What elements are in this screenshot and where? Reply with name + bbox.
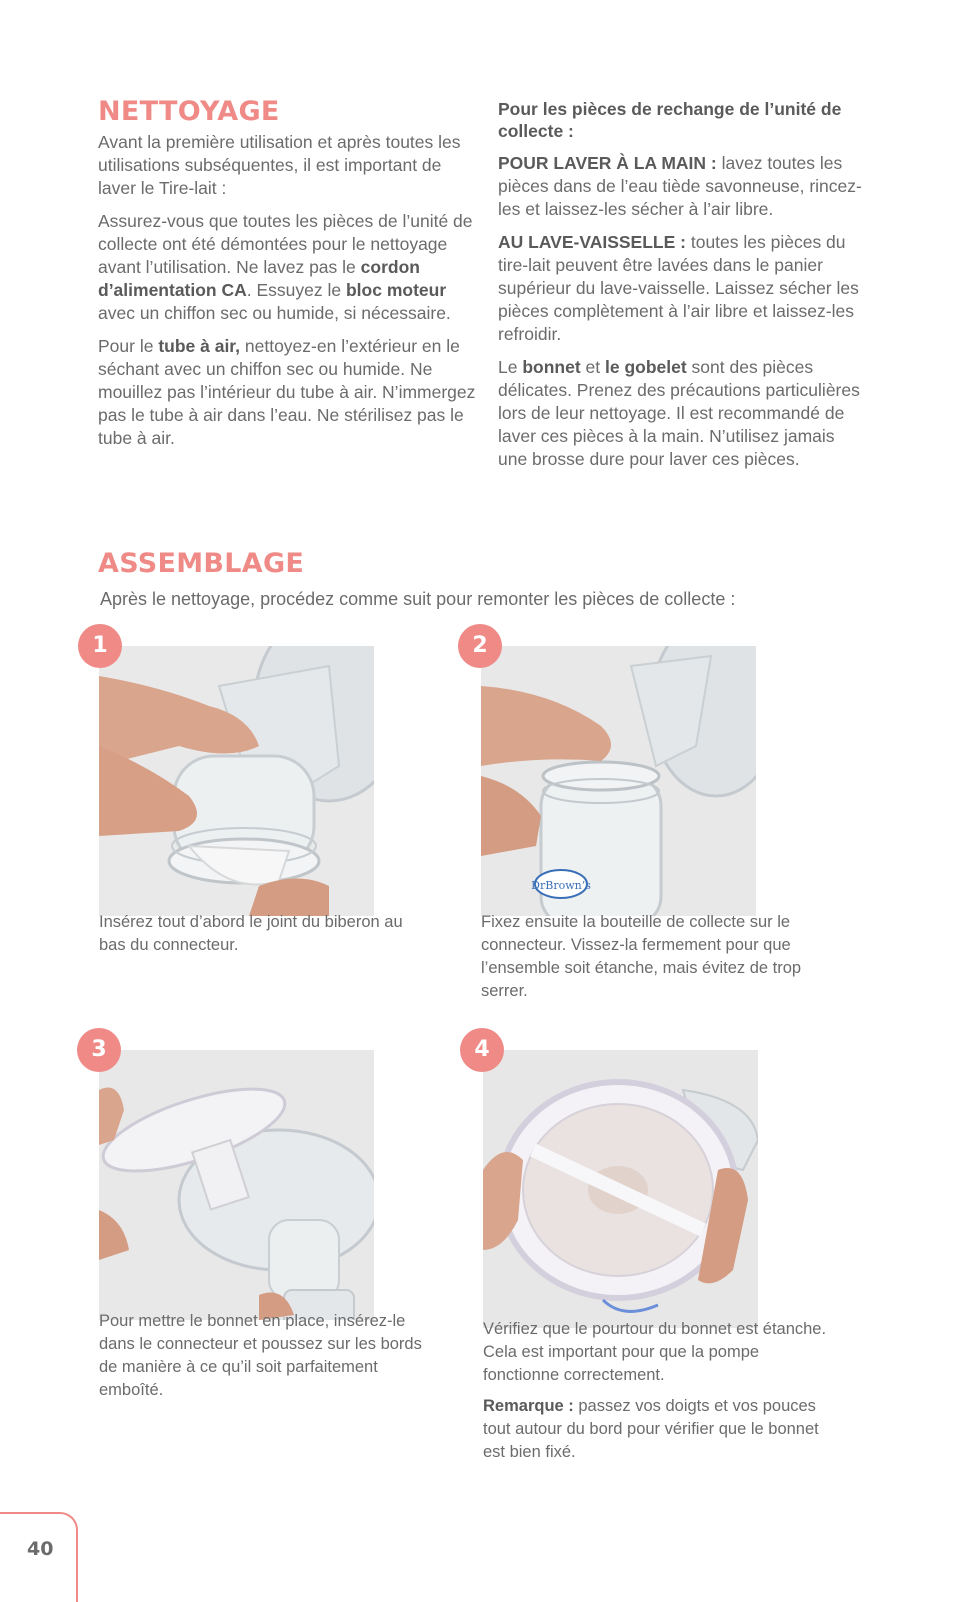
air-tube-term: tube à air, xyxy=(158,336,241,356)
motor-unit-term: bloc moteur xyxy=(345,280,447,300)
step-3-caption: Pour mettre le bonnet en place, insérez-le dans le connecteur et poussez sur les bords de manière à ce qu’il soit parfaitement emboîté. xyxy=(99,1312,422,1399)
assembly-title: ASSEMBLAGE xyxy=(98,548,305,579)
step-1-photo xyxy=(99,646,374,916)
step-4-note: Remarque : passez vos doigts et vos pouces tout autour du bord pour vérifier que le bonnet est bien fixé. xyxy=(483,1397,819,1461)
cleaning-air-tube: Pour le tube à air, nettoyez-en l’extérieur en le séchant avec un chiffon sec ou humide. Ne mouillez pas l’intérieur du tube à air. N’immergez pas le tube à air dans l’eau. Ne stérilisez pas le tube à air. xyxy=(98,336,476,448)
step-4-photo xyxy=(483,1050,758,1328)
step-1-badge: 1 xyxy=(78,624,122,668)
cleaning-title: NETTOYAGE xyxy=(98,96,280,127)
step-2-photo xyxy=(481,646,756,916)
step-2-badge: 2 xyxy=(458,624,502,668)
delicate-parts-paragraph: Le bonnet et le gobelet sont des pièces délicates. Prenez des précautions particulières lors de leur nettoyage. Il est recommandé de laver ces pièces à la main. N’utilisez jamais une brosse dure pour laver ces pièces. xyxy=(498,357,860,469)
dishwasher-paragraph: AU LAVE-VAISSELLE : toutes les pièces du tire-lait peuvent être lavées dans le panier supérieur du lave-vaisselle. Laissez sécher les pièces complètement à l’air libre et laissez-les refroidir. xyxy=(498,232,859,344)
assembly-intro: Après le nettoyage, procédez comme suit pour remonter les pièces de collecte : xyxy=(100,589,736,609)
step-4-caption-text: Vérifiez que le pourtour du bonnet est étanche. Cela est important pour que la pompe fonctionne correctement. xyxy=(483,1320,827,1384)
bottle-brand-label: DrBrown’s xyxy=(531,879,591,892)
step-3-photo xyxy=(99,1050,374,1320)
step-1-caption: Insérez tout d’abord le joint du biberon au bas du connecteur. xyxy=(99,913,403,954)
hand-wash-paragraph: POUR LAVER À LA MAIN : lavez toutes les pièces dans de l’eau tiède savonneuse, rincez-les et laissez-les sécher à l’air libre. xyxy=(498,153,862,219)
step-4-caption xyxy=(483,1318,828,1472)
power-cord-term: cordon d’alimentation CA xyxy=(98,257,420,300)
cleaning-intro: Avant la première utilisation et après toutes les utilisations subséquentes, il est important de laver le Tire-lait : xyxy=(98,132,461,198)
step-4-badge: 4 xyxy=(460,1028,504,1072)
cleaning-left-column xyxy=(98,131,478,460)
step-2-caption: Fixez ensuite la bouteille de collecte sur le connecteur. Vissez-la fermement pour que l’ensemble soit étanche, mais évitez de trop serrer. xyxy=(481,913,802,1000)
cleaning-collection-unit: Assurez-vous que toutes les pièces de l’unité de collecte ont été démontées pour le nettoyage avant l’utilisation. Ne lavez pas le cordon d’alimentation CA. Essuyez le bloc moteur avec un chiffon sec ou humide, si nécessaire. xyxy=(98,211,473,323)
spare-parts-heading: Pour les pièces de rechange de l’unité de collecte : xyxy=(498,99,842,141)
cleaning-right-column xyxy=(498,98,862,481)
page-number: 40 xyxy=(27,1538,54,1560)
step-3-badge: 3 xyxy=(77,1028,121,1072)
